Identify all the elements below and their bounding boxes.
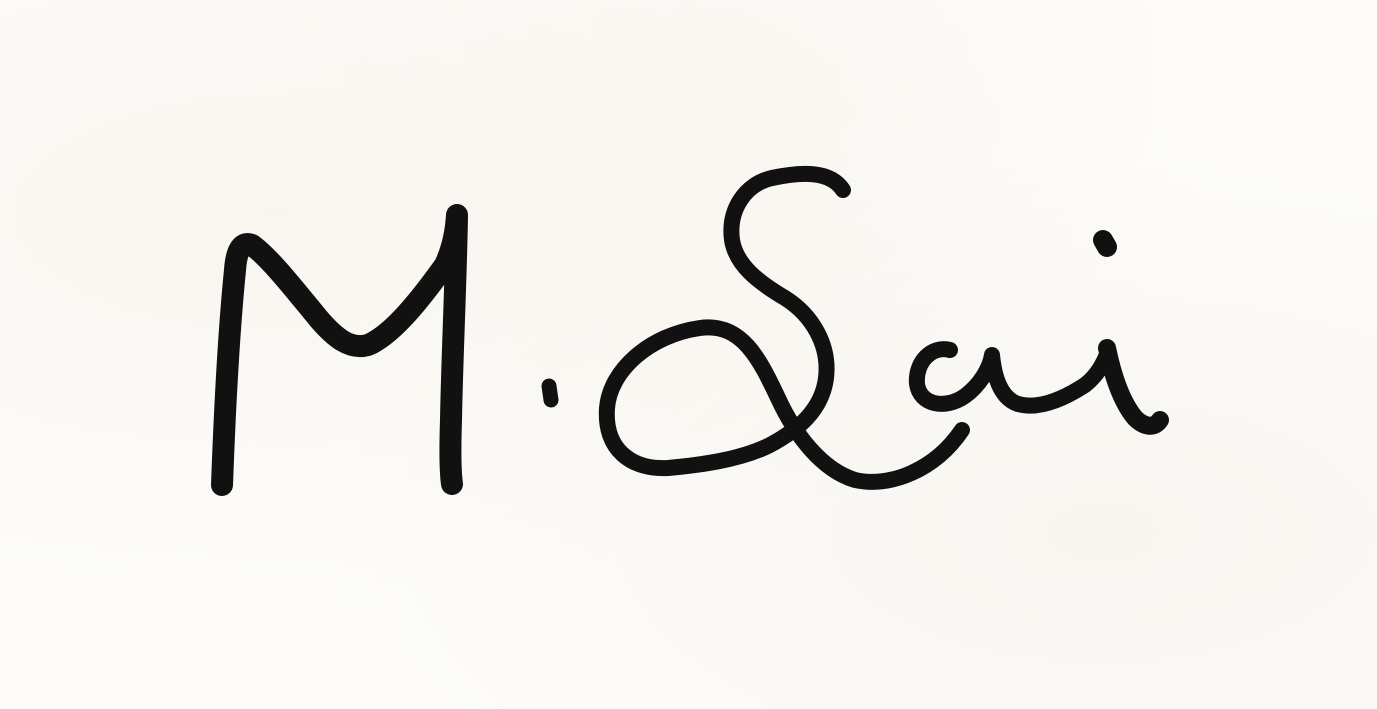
signature-strokes <box>222 174 1160 485</box>
signature-stroke-period <box>549 386 551 400</box>
signature-stroke-m <box>222 215 457 485</box>
signature-stroke-s <box>607 174 962 482</box>
signature-stroke-a <box>917 349 1108 405</box>
signature-stroke-i <box>1107 348 1160 426</box>
signature-stroke-i-dot <box>1103 240 1107 247</box>
